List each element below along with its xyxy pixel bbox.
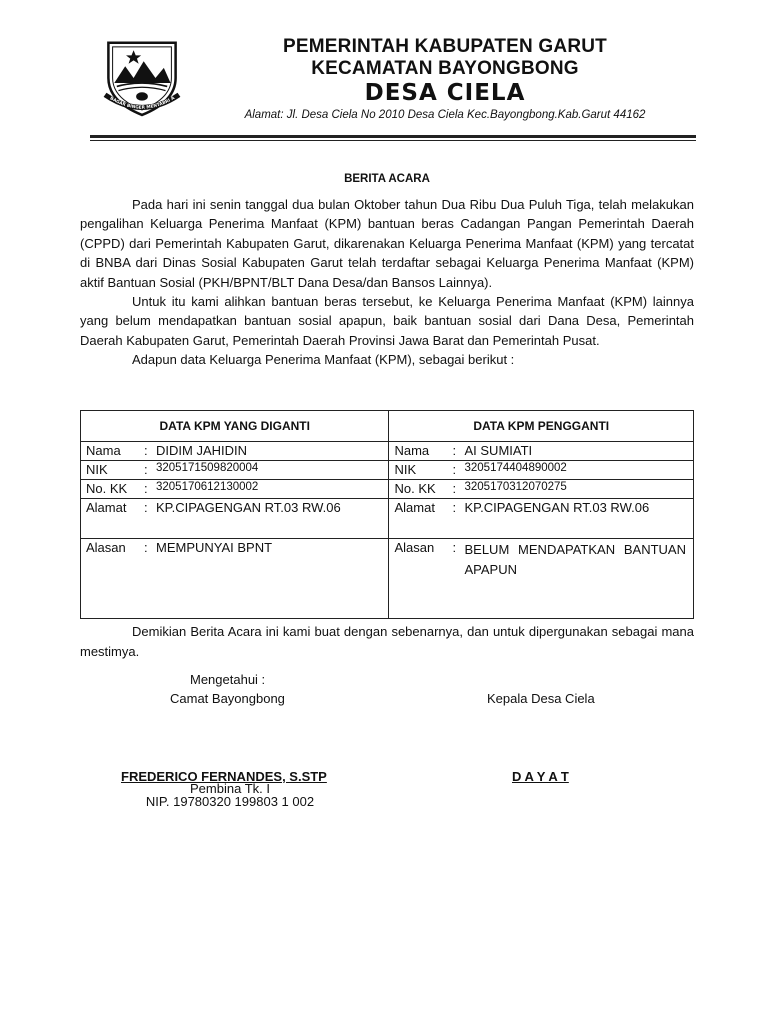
- left-signer-title: Camat Bayongbong: [170, 691, 285, 706]
- header-replacement: DATA KPM PENGGANTI: [389, 411, 694, 442]
- paragraph-3: Adapun data Keluarga Penerima Manfaat (KPM), sebagai berikut :: [132, 352, 515, 368]
- table-row: Alasan : MEMPUNYAI BPNT Alasan : BELUM MENDAPATKAN BANTUAN APAPUN: [81, 539, 694, 619]
- old-address: KP.CIPAGENGAN RT.03 RW.06: [156, 500, 341, 515]
- new-nik: 3205174404890002: [464, 462, 567, 474]
- old-name: DIDIM JAHIDIN: [156, 443, 247, 458]
- document-body: [80, 195, 694, 370]
- kpm-table: [80, 410, 694, 619]
- row-label: NIK: [86, 462, 108, 477]
- new-kk: 3205170312070275: [464, 481, 567, 493]
- header-rule-thin: [90, 140, 696, 141]
- header-government: PEMERINTAH KABUPATEN GARUT: [283, 36, 607, 57]
- closing-paragraph: Demikian Berita Acara ini kami buat dengan sebenarnya, dan untuk dipergunakan sebagai mana mestimya.: [80, 624, 694, 659]
- row-label: No. KK: [86, 481, 128, 496]
- new-name: AI SUMIATI: [464, 443, 533, 458]
- left-signer-rank: Pembina Tk. I: [190, 781, 270, 796]
- new-address: KP.CIPAGENGAN RT.03 RW.06: [464, 500, 650, 515]
- row-label: Alamat: [86, 500, 127, 515]
- svg-text:SA'BAGAR BINGER MENTABRI ANU: BAGAR BINGER MENTABRI A: [108, 95, 176, 111]
- closing-statement: [80, 622, 694, 662]
- table-row: NIK : 3205171509820004 NIK : 3205174404890002: [81, 461, 694, 480]
- row-label: No. KK: [394, 481, 436, 496]
- paragraph-1: Pada hari ini senin tanggal dua bulan Oktober tahun Dua Ribu Dua Puluh Tiga, telah melakukan pengalihan Keluarga Penerima Manfaat (KPM) bantuan beras Cadangan Pangan Pemerintah Daerah (CPPD) dari Pemerintah Kabupaten Garut, dikarenakan Keluarga Penerima Manfaat (KPM) yang tercatat di BNBA dari Dinas Sosial Kabupaten Garut telah terdaftar sebagai Keluarga Penerima Manfaat (KPM) aktif Bantuan Sosial (PKH/BPNT/BLT Dana Desa/dan Bansos Lainnya).: [80, 197, 694, 290]
- right-signer-title: Kepala Desa Ciela: [487, 691, 595, 706]
- old-reason: MEMPUNYAI BPNT: [156, 540, 273, 555]
- row-label: Alamat: [394, 500, 435, 515]
- old-kk: 3205170612130002: [156, 481, 259, 493]
- header-rule-thick: [90, 135, 696, 138]
- table-row: Nama : DIDIM JAHIDIN Nama : AI SUMIATI: [81, 442, 694, 461]
- table-header-row: [81, 411, 694, 442]
- left-signer-name: FREDERICO FERNANDES, S.STP: [121, 769, 327, 784]
- header-village: DESA CIELA: [364, 80, 526, 106]
- row-label: Nama: [394, 443, 430, 458]
- paragraph-2: Untuk itu kami alihkan bantuan beras tersebut, ke Keluarga Penerima Manfaat (KPM) lainnya yang belum mendapatkan bantuan sosial apapun, baik bantuan sosial dari Dana Desa, Pemerintah Daerah Kabupaten Garut, Pemerintah Daerah Provinsi Jawa Barat dan Pemerintah Pusat.: [80, 294, 694, 348]
- kabupaten-garut-logo: [100, 36, 184, 120]
- row-label: NIK: [394, 462, 417, 477]
- table-row: Alamat : KP.CIPAGENGAN RT.03 RW.06 Alamat : KP.CIPAGENGAN RT.03 RW.06: [81, 499, 694, 539]
- row-label: Alasan: [394, 540, 435, 555]
- row-label: Alasan: [86, 540, 126, 555]
- old-nik: 3205171509820004: [156, 462, 259, 474]
- row-label: Nama: [86, 443, 121, 458]
- header-replaced: DATA KPM YANG DIGANTI: [81, 411, 389, 442]
- known-label: Mengetahui :: [190, 672, 266, 687]
- right-signer-name: D A Y A T: [512, 769, 569, 784]
- table-row: No. KK : 3205170612130002 No. KK : 3205170312070275: [81, 480, 694, 499]
- new-reason: BELUM MENDAPATKAN BANTUAN APAPUN: [464, 542, 686, 577]
- document-title: BERITA ACARA: [344, 173, 430, 185]
- header-address: Alamat: Jl. Desa Ciela No 2010 Desa Ciela Kec.Bayongbong.Kab.Garut 44162: [244, 109, 646, 121]
- header-district: KECAMATAN BAYONGBONG: [311, 58, 579, 79]
- left-signer-nip: NIP. 19780320 199803 1 002: [145, 794, 315, 809]
